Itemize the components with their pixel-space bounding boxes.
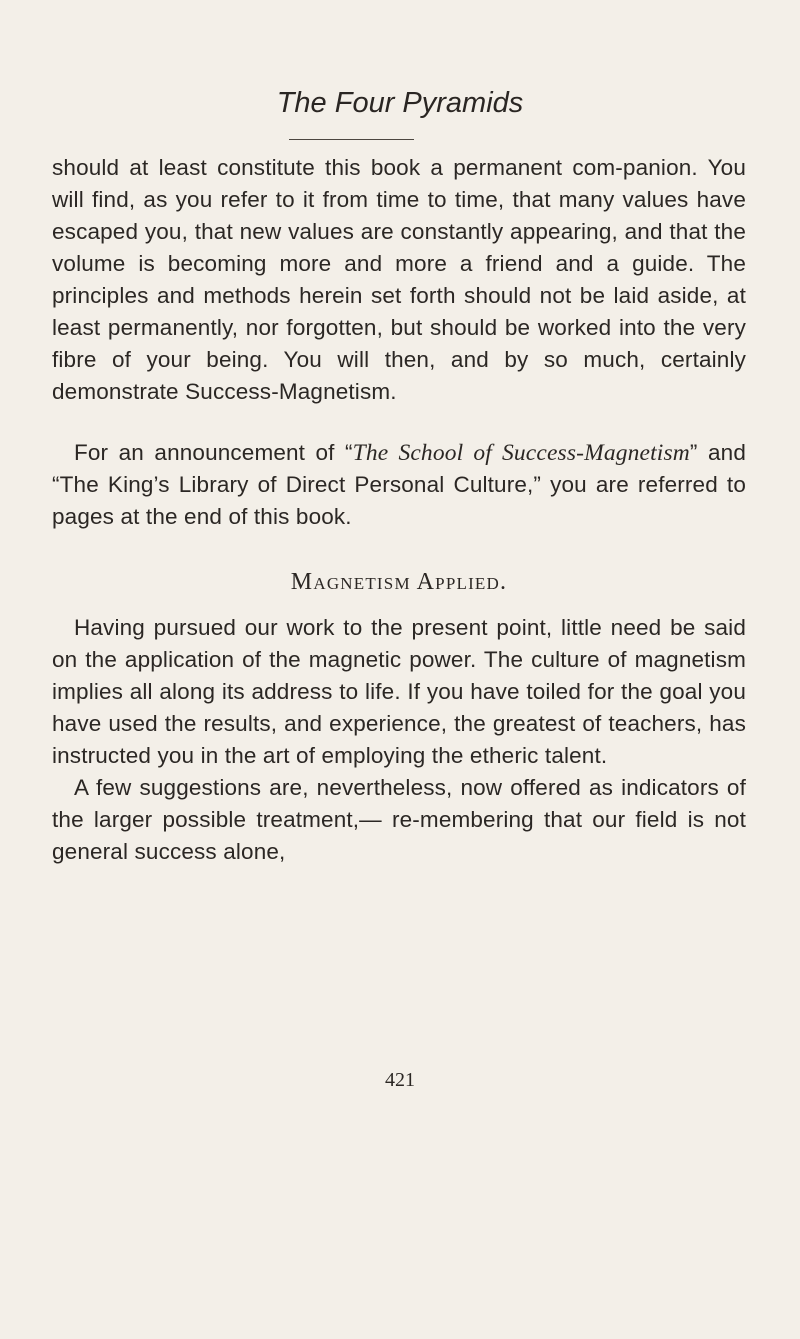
paragraph-announcement [52, 437, 746, 533]
page-number: 421 [385, 1069, 415, 1091]
announcement-text-end: ” and “The King’s Library of Direct Personal Culture,” you are referred to pages at the end of this book. [52, 440, 746, 529]
paragraph-magnetism-applied: Having pursued our work to the present point, little need be said on the application of the magnetic power. The culture of magnetism implies all along its address to life. If you have toiled for the goal you have used the results, and experience, the greatest of teachers, has instructed you in the art of employing the etheric talent. [52, 615, 746, 768]
paragraph-continuation: should at least constitute this book a permanent com-panion. You will find, as you refer to it from time to time, that many values have escaped you, that new values are constantly appearing, and that the volume is becoming more and more a friend and a guide. The principles and methods herein set forth should not be laid aside, at least permanently, nor forgotten, but should be worked into the very fibre of your being. You will then, and by so much, certainly demonstrate Success-Magnetism. [52, 155, 746, 404]
running-head: The Four Pyramids [276, 87, 524, 119]
announcement-text-start: For an announcement of “ [74, 440, 353, 465]
section-heading: Magnetism Applied. [290, 569, 508, 595]
paragraph-suggestions: A few suggestions are, nevertheless, now offered as indicators of the larger possible treatment,— re-membering that our field is not general success alone, [52, 775, 746, 864]
school-title: The School of Success-Magnetism [352, 440, 690, 466]
header-rule [289, 139, 414, 140]
body-text [52, 152, 746, 868]
